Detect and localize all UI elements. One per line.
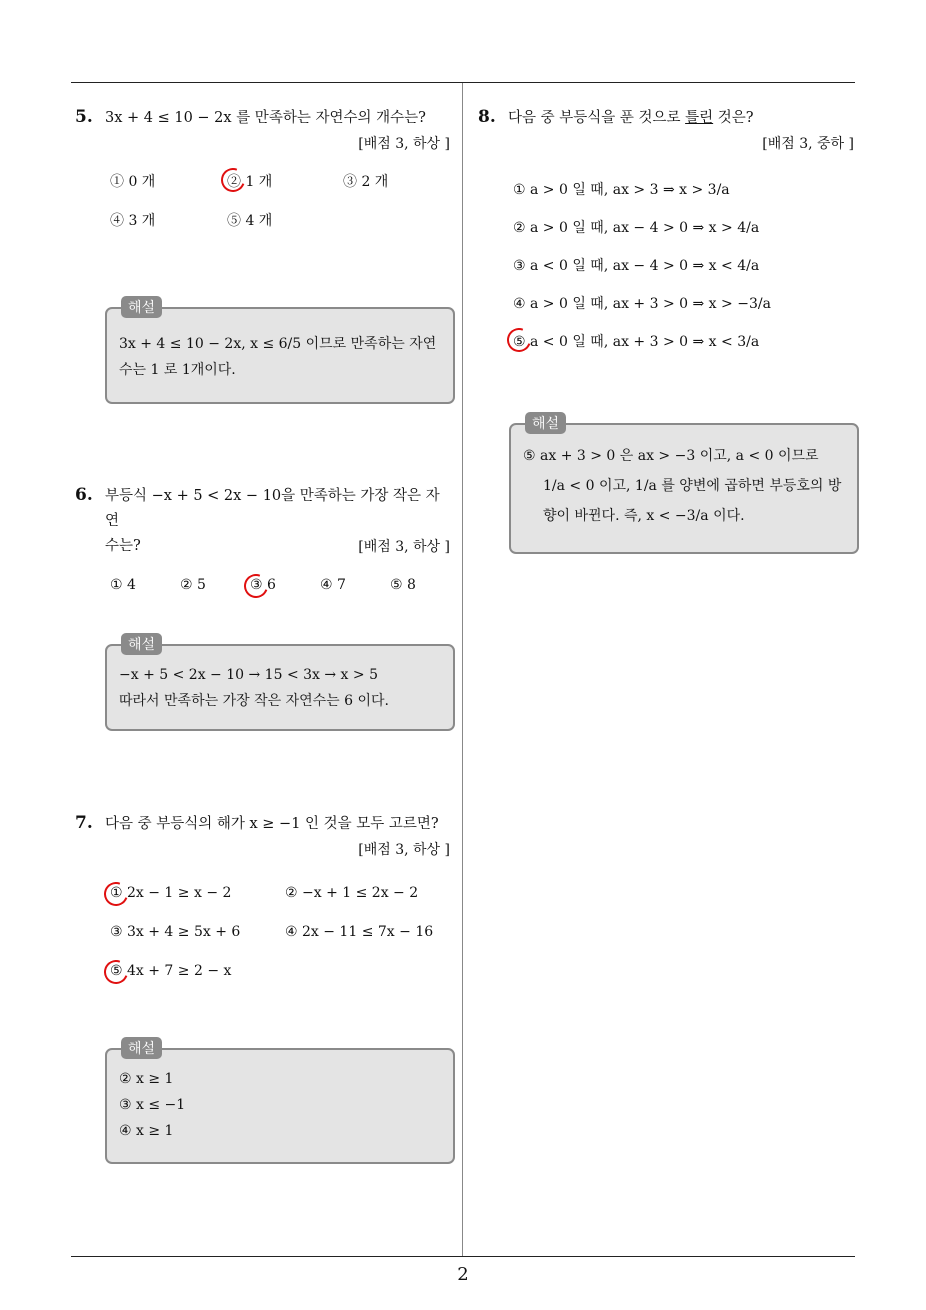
choice-list <box>75 885 450 995</box>
selected-answer-circle <box>240 570 272 602</box>
solution-line: ② x ≥ 1 <box>119 1071 174 1087</box>
solution-line: ⑤ ax + 3 > 0 은 ax > −3 이고, a < 0 이므로 <box>523 448 819 464</box>
solution-box <box>105 1041 455 1164</box>
selected-answer-circle <box>503 324 535 356</box>
solution-line: −x + 5 < 2x − 10 → 15 < 3x → x > 5 <box>119 667 378 683</box>
top-rule <box>71 82 855 83</box>
page-number: 2 <box>457 1264 469 1285</box>
choice-4[interactable]: ④ 3 개 <box>110 213 156 229</box>
question-text: 3x + 4 ≤ 10 − 2x 를 만족하는 자연수의 개수는? <box>105 110 426 126</box>
question-6 <box>75 484 450 607</box>
question-5 <box>75 106 450 241</box>
question-points: [배점 3, 중하 ] <box>762 136 854 152</box>
choice-list <box>75 577 450 607</box>
solution-box <box>509 416 859 554</box>
solution-line: ③ x ≤ −1 <box>119 1097 186 1113</box>
choice-3[interactable]: ③ a < 0 일 때, ax − 4 > 0 ⇒ x < 4/a <box>513 258 760 274</box>
solution-line: ④ x ≥ 1 <box>119 1123 174 1139</box>
question-text: 다음 중 부등식을 푼 것으로 틀린 것은? <box>508 110 754 126</box>
solution-line: 3x + 4 ≤ 10 − 2x, x ≤ 6/5 이므로 만족하는 자연 <box>119 336 437 352</box>
solution-line: 따라서 만족하는 가장 작은 자연수는 6 이다. <box>119 693 389 709</box>
choice-2[interactable]: ② −x + 1 ≤ 2x − 2 <box>285 885 419 901</box>
choice-5[interactable]: ⑤ 4 개 <box>227 213 273 229</box>
choice-5[interactable]: ⑤ 8 <box>390 577 416 593</box>
choice-1[interactable]: ① 0 개 <box>110 174 156 190</box>
solution-label: 해설 <box>121 633 162 655</box>
choice-3[interactable]: ③ 3x + 4 ≥ 5x + 6 <box>110 924 241 940</box>
selected-answer-circle <box>100 956 132 988</box>
choice-2[interactable]: ② a > 0 일 때, ax − 4 > 0 ⇒ x > 4/a <box>513 220 760 236</box>
choice-3[interactable]: ③ 2 개 <box>343 174 389 190</box>
choice-5[interactable]: ⑤ 4x + 7 ≥ 2 − x <box>110 963 232 979</box>
choice-1[interactable]: ① a > 0 일 때, ax > 3 ⇒ x > 3/a <box>513 182 730 198</box>
solution-line: 1/a < 0 이고, 1/a 를 양변에 곱하면 부등호의 방 <box>543 478 842 494</box>
choice-list <box>478 179 854 369</box>
solution-line: 향이 바뀐다. 즉, x < −3/a 이다. <box>543 508 745 524</box>
choice-4[interactable]: ④ 7 <box>320 577 346 593</box>
solution-line: 수는 1 로 1개이다. <box>119 362 236 378</box>
question-number: 8. <box>478 107 496 127</box>
question-text: 부등식 −x + 5 < 2x − 10을 만족하는 가장 작은 자연 <box>105 488 440 529</box>
solution-box <box>105 300 455 404</box>
choice-2[interactable]: ② 5 <box>180 577 206 593</box>
question-number: 7. <box>75 813 93 833</box>
choice-2[interactable]: ② 1 개 <box>227 174 273 190</box>
choice-3[interactable]: ③ 6 <box>250 577 276 593</box>
selected-answer-circle <box>217 164 249 196</box>
solution-label: 해설 <box>121 296 162 318</box>
underlined-word: 틀린 <box>685 110 714 126</box>
bottom-rule <box>71 1256 855 1257</box>
solution-label: 해설 <box>525 412 566 434</box>
question-points: [배점 3, 하상 ] <box>358 539 450 555</box>
choice-list <box>75 171 450 241</box>
question-text: 다음 중 부등식의 해가 x ≥ −1 인 것을 모두 고르면? <box>105 816 439 832</box>
choice-5[interactable]: ⑤ a < 0 일 때, ax + 3 > 0 ⇒ x < 3/a <box>513 334 760 350</box>
selected-answer-circle <box>100 878 132 910</box>
question-8 <box>478 106 854 369</box>
solution-label: 해설 <box>121 1037 162 1059</box>
choice-1[interactable]: ① 4 <box>110 577 136 593</box>
choice-4[interactable]: ④ 2x − 11 ≤ 7x − 16 <box>285 924 434 940</box>
choice-4[interactable]: ④ a > 0 일 때, ax + 3 > 0 ⇒ x > −3/a <box>513 296 771 312</box>
question-text-continued: 수는? <box>105 538 141 554</box>
question-7 <box>75 812 450 995</box>
choice-1[interactable]: ① 2x − 1 ≥ x − 2 <box>110 885 232 901</box>
question-number: 5. <box>75 107 93 127</box>
question-points: [배점 3, 하상 ] <box>358 842 450 858</box>
column-divider <box>462 83 463 1256</box>
question-number: 6. <box>75 485 93 505</box>
question-points: [배점 3, 하상 ] <box>358 136 450 152</box>
solution-box <box>105 637 455 731</box>
